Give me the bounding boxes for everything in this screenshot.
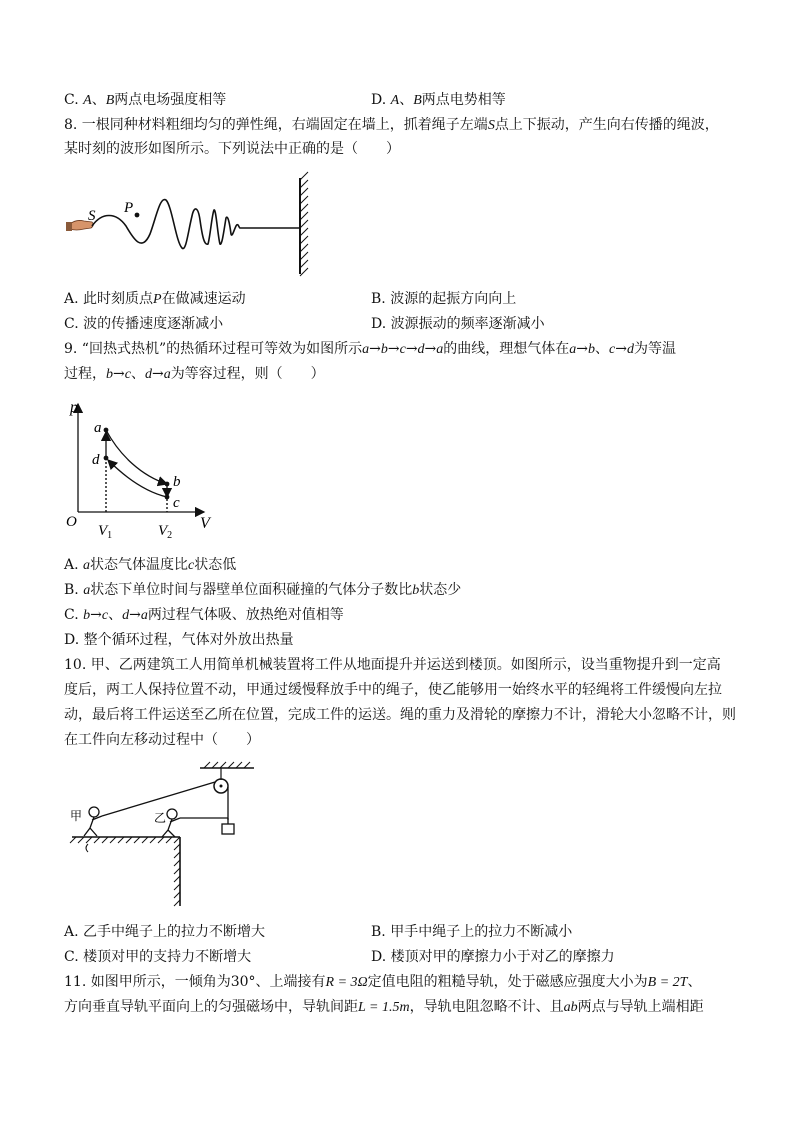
q10-stem-line-4: 在工件向左移动过程中（ ） [64,732,260,748]
q8-stem-line-2: 某时刻的波形如图所示。下列说法中正确的是（ ） [64,141,400,157]
label-v1: $V_1$ [98,523,113,541]
q10-stem-line-1: 10. 甲、乙两建筑工人用简单机械装置将工件从地面提升并运送到楼顶。如图所示，设当重物提升到一定高 [64,657,721,673]
q9-pv-diagram [64,396,224,542]
q10-pulley-figure [64,760,264,910]
label-d: d [92,452,100,468]
workpiece [222,824,234,834]
state-point-a [104,428,109,433]
q10-stem-line-2: 度后，两工人保持位置不动，甲通过缓慢释放手中的绳子，使乙能够用一始终水平的轻绳将工件缓慢向左拉 [64,682,722,698]
q8-stem-line-1: 8. 一根同种材料粗细均匀的弹性绳，右端固定在墙上，抓着绳子左端S点上下振动，产生向右传播的绳波， [64,117,719,133]
prev-option-d: D. A、B两点电势相等 [371,92,506,108]
label-v2: $V_2$ [158,523,173,541]
q9-stem-line-1: 9. “回热式热机”的热循环过程可等效为如图所示a→b→c→d→a的曲线，理想气体在a→b、c→d为等温 [64,341,676,357]
label-p: P [124,200,134,216]
q8-option-c: C. 波的传播速度逐渐减小 [64,316,224,332]
q10-option-d: D. 楼顶对甲的摩擦力小于对乙的摩擦力 [371,949,615,965]
worker-jia [84,807,102,836]
q8-option-b: B. 波源的起振方向向上 [371,291,517,307]
q9-option-b: B. a状态下单位时间与器壁单位面积碰撞的气体分子数比b状态少 [64,582,462,598]
q9-stem-line-2: 过程，b→c、d→a为等容过程，则（ ） [64,366,325,382]
q11-stem-line-2: 方向垂直导轨平面向上的匀强磁场中，导轨间距L = 1.5m，导轨电阻忽略不计、且ab两点与导轨上端相距 [64,999,704,1015]
wall-hatch [300,172,308,276]
process-a-b [106,430,167,484]
q8-wave-figure [64,172,324,277]
q11-stem-line-1: 11. 如图甲所示，一倾角为30°、上端接有R = 3Ω定值电阻的粗糙导轨，处于磁感应强度大小为B = 2T、 [64,974,702,990]
label-s: S [88,208,96,224]
state-point-d [104,456,109,461]
axis-label-v: V [200,515,210,532]
label-b: b [173,474,181,490]
label-yi: 乙 [154,811,167,825]
prev-option-c: C. A、B两点电场强度相等 [64,92,227,108]
q9-option-a: A. a状态气体温度比c状态低 [64,557,237,573]
process-c-d [108,460,167,497]
q10-option-c: C. 楼顶对甲的支持力不断增大 [64,949,252,965]
q9-option-d: D. 整个循环过程，气体对外放出热量 [64,632,294,648]
state-point-b [165,482,170,487]
q8-option-d: D. 波源振动的频率逐渐减小 [371,316,545,332]
point-p [135,213,140,218]
q10-option-b: B. 甲手中绳子上的拉力不断减小 [371,924,573,940]
q9-option-c: C. b→c、d→a两过程气体吸、放热绝对值相等 [64,607,344,623]
label-a: a [94,420,102,436]
origin-label: O [66,514,77,530]
state-point-c [165,495,170,500]
axis-label-p: p [70,399,78,416]
q10-option-a: A. 乙手中绳子上的拉力不断增大 [64,924,266,940]
q8-option-a: A. 此时刻质点P在做减速运动 [64,291,246,307]
label-jia: 甲 [70,809,83,823]
label-c: c [173,495,180,511]
q10-stem-line-3: 动，最后将工件运送至乙所在位置，完成工件的运送。绳的重力及滑轮的摩擦力不计，滑轮大小忽略不计，则 [64,707,736,723]
